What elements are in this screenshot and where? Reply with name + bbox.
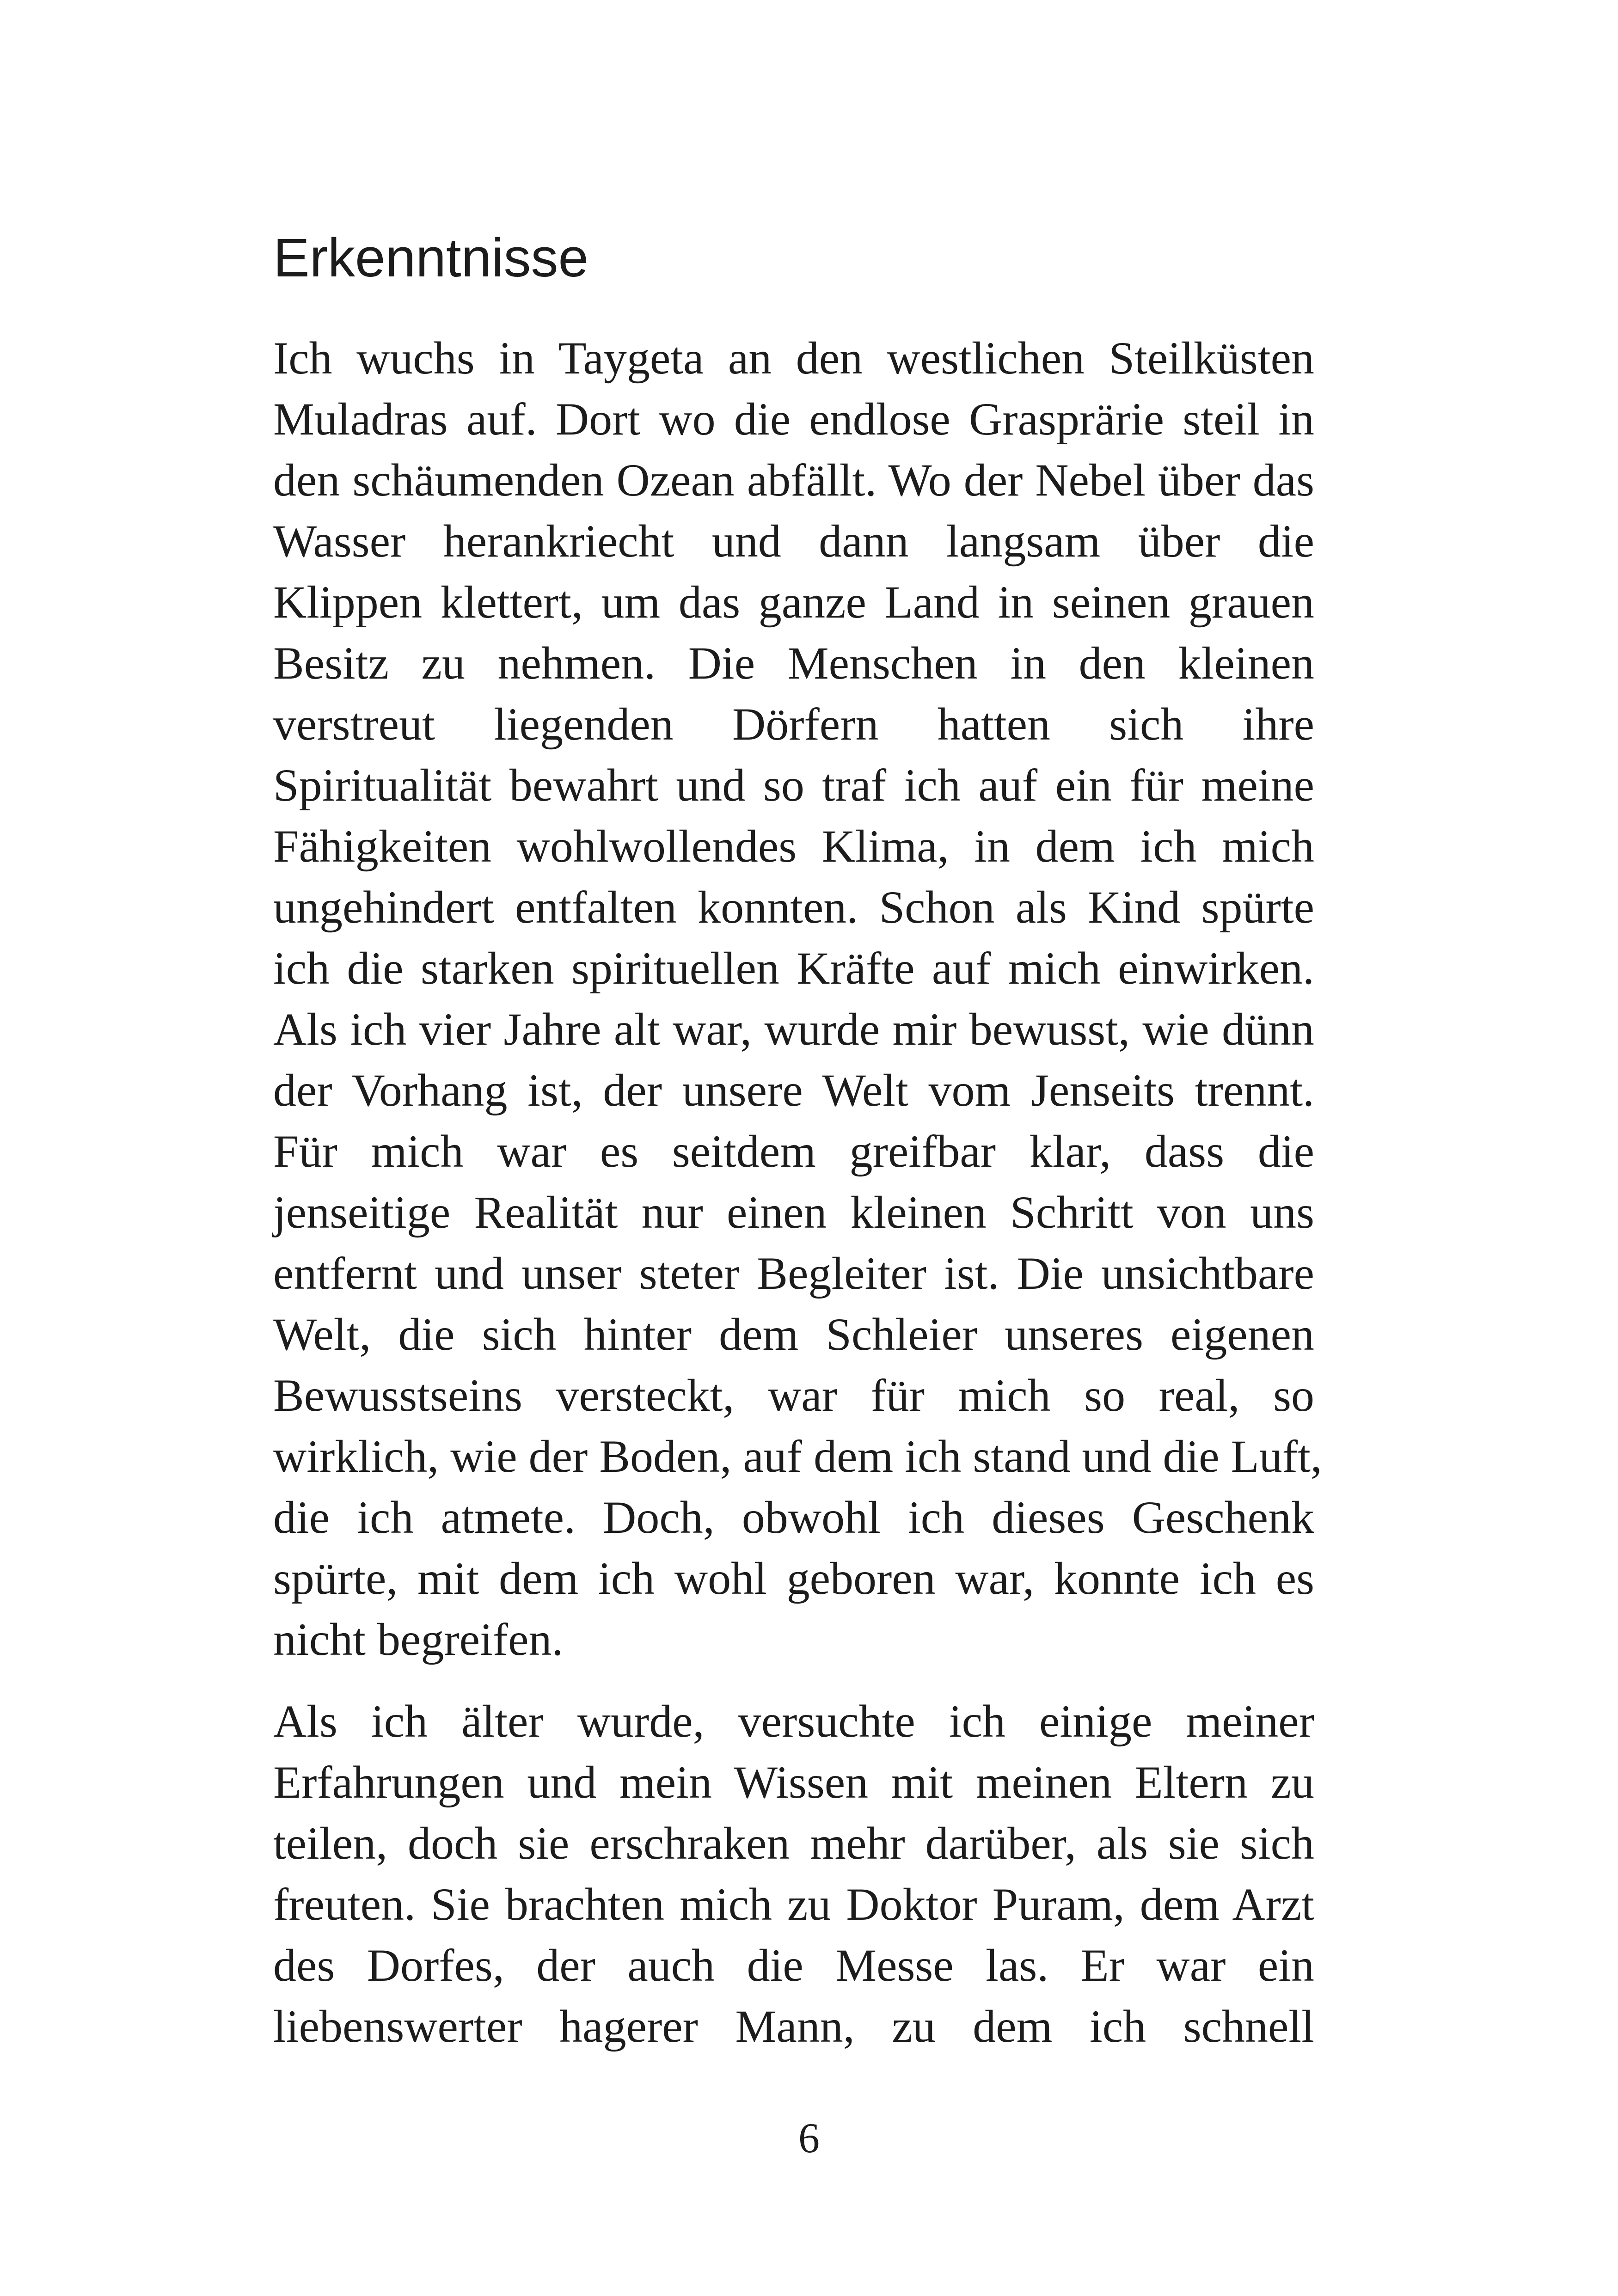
page-number: 6 [798, 2114, 820, 2161]
text-line: Muladras auf. Dort wo die endlose Grasprärie steil in [273, 393, 1314, 445]
text-line: ungehindert entfalten konnten. Schon als Kind spürte [273, 882, 1314, 933]
text-line: Besitz zu nehmen. Die Menschen in den kleinen [273, 637, 1314, 689]
text-line: teilen, doch sie erschraken mehr darüber, als sie sich [273, 1818, 1314, 1869]
text-line: Klippen klettert, um das ganze Land in seinen grauen [273, 576, 1314, 628]
text-line: freuten. Sie brachten mich zu Doktor Puram, dem Arzt [273, 1879, 1314, 1930]
text-line: Bewusstseins versteckt, war für mich so real, so [273, 1370, 1314, 1421]
text-line: die ich atmete. Doch, obwohl ich dieses Geschenk [273, 1492, 1314, 1543]
text-line: Ich wuchs in Taygeta an den westlichen Steilküsten [273, 332, 1314, 384]
text-line: jenseitige Realität nur einen kleinen Schritt von uns [273, 1187, 1314, 1238]
text-line: den schäumenden Ozean abfällt. Wo der Nebel über das [273, 454, 1314, 506]
text-line: wirklich, wie der Boden, auf dem ich stand und die Luft, [273, 1431, 1322, 1482]
text-line: Fähigkeiten wohlwollendes Klima, in dem ich mich [273, 820, 1314, 872]
text-line: Wasser herankriecht und dann langsam über die [273, 515, 1314, 567]
text-line: des Dorfes, der auch die Messe las. Er war ein [273, 1940, 1314, 1991]
text-line: ich die starken spirituellen Kräfte auf mich einwirken. [273, 943, 1314, 994]
paragraph-2 [273, 1691, 1314, 2057]
text-line: nicht begreifen. [273, 1614, 564, 1665]
text-line: verstreut liegenden Dörfern hatten sich ihre [273, 698, 1314, 750]
paragraph-1 [273, 328, 1322, 1670]
text-line: Erfahrungen und mein Wissen mit meinen Eltern zu [273, 1757, 1314, 1808]
text-line: Welt, die sich hinter dem Schleier unseres eigenen [273, 1309, 1314, 1360]
text-line: liebenswerter hagerer Mann, zu dem ich schnell [273, 2001, 1314, 2052]
text-line: der Vorhang ist, der unsere Welt vom Jenseits trennt. [273, 1065, 1314, 1116]
text-line: entfernt und unser steter Begleiter ist. Die unsichtbare [273, 1248, 1314, 1299]
text-line: Als ich älter wurde, versuchte ich einige meiner [273, 1696, 1314, 1747]
text-line: Spiritualität bewahrt und so traf ich auf ein für meine [273, 759, 1314, 811]
chapter-title: Erkenntnisse [273, 227, 589, 288]
text-line: spürte, mit dem ich wohl geboren war, konnte ich es [273, 1553, 1314, 1604]
text-line: Für mich war es seitdem greifbar klar, dass die [273, 1126, 1314, 1177]
text-line: Als ich vier Jahre alt war, wurde mir bewusst, wie dünn [273, 1004, 1314, 1055]
